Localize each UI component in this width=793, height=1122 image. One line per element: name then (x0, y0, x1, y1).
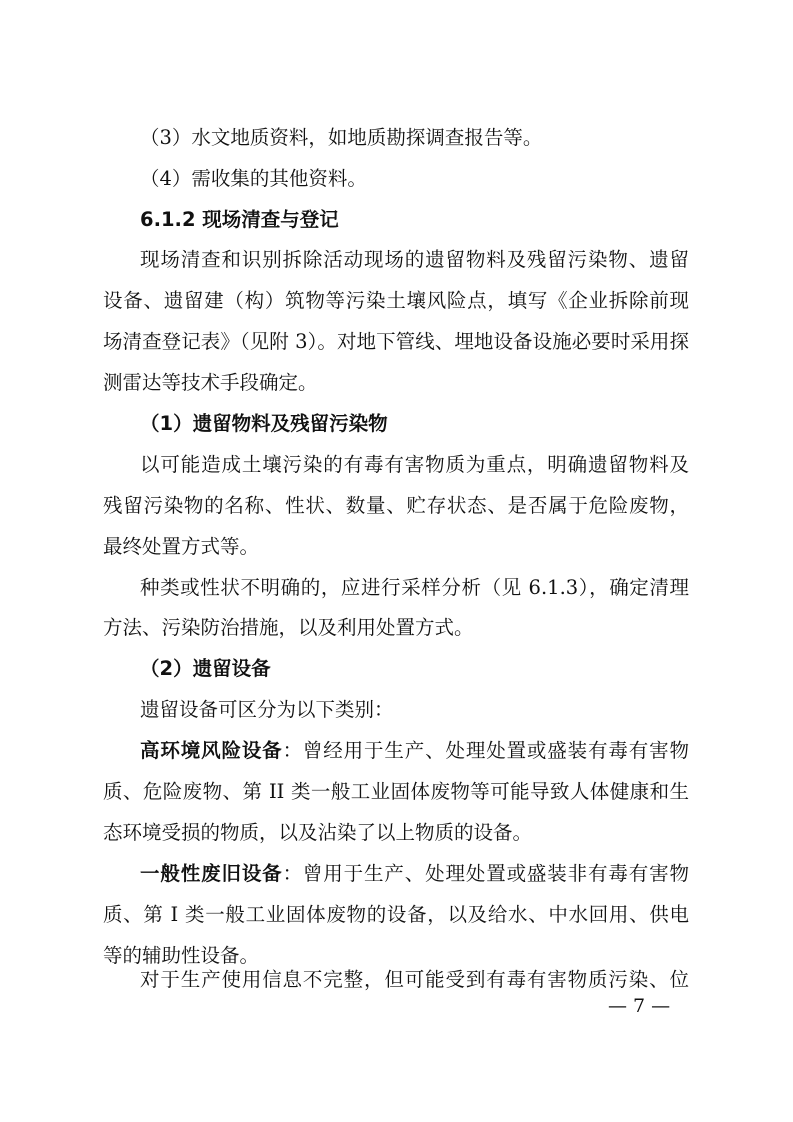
paragraph-line: 高环境风险设备：曾经用于生产、处理处置或盛装有毒有害物 (140, 739, 689, 762)
subheading-residual-equipment: （2）遗留设备 (140, 657, 271, 680)
paragraph-line: 一般性废旧设备：曾用于生产、处理处置或盛装非有毒有害物 (140, 862, 689, 885)
paragraph-line: 设备、遗留建（构）筑物等污染土壤风险点，填写《企业拆除前现 (103, 289, 689, 312)
paragraph-line: 以可能造成土壤污染的有毒有害物质为重点，明确遗留物料及 (140, 453, 689, 476)
paragraph-line: 态环境受损的物质，以及沾染了以上物质的设备。 (103, 821, 533, 844)
paragraph-line: 测雷达等技术手段确定。 (103, 371, 318, 394)
paragraph-line: 种类或性状不明确的，应进行采样分析（见 6.1.3），确定清理 (140, 576, 689, 599)
paragraph-other-info: （4）需收集的其他资料。 (140, 167, 367, 190)
paragraph-line: 残留污染物的名称、性状、数量、贮存状态、是否属于危险废物， (103, 494, 689, 517)
paragraph-equipment-categories: 遗留设备可区分为以下类别： (140, 698, 394, 721)
paragraph-line: 现场清查和识别拆除活动现场的遗留物料及残留污染物、遗留 (140, 248, 689, 271)
paragraph-line: 等的辅助性设备。 (103, 944, 260, 967)
term-high-risk-equipment: 高环境风险设备 (140, 739, 283, 762)
paragraph-line: 场清查登记表》（见附 3）。对地下管线、埋地设备设施必要时采用探 (103, 330, 689, 353)
paragraph-line: 质、第 I 类一般工业固体废物的设备，以及给水、中水回用、供电 (103, 903, 689, 926)
paragraph-line: 方法、污染防治措施，以及利用处置方式。 (103, 616, 474, 639)
section-heading-6-1-2: 6.1.2 现场清查与登记 (140, 208, 339, 231)
page-number: — 7 — (608, 995, 671, 1017)
term-general-waste-equipment: 一般性废旧设备 (140, 862, 283, 885)
paragraph-line: 最终处置方式等。 (103, 535, 260, 558)
subheading-residual-materials: （1）遗留物料及残留污染物 (140, 412, 388, 435)
paragraph-line: 对于生产使用信息不完整，但可能受到有毒有害物质污染、位 (140, 968, 689, 991)
paragraph-line: 质、危险废物、第 II 类一般工业固体废物等可能导致人体健康和生 (103, 780, 689, 803)
paragraph-hydro-geology: （3）水文地质资料，如地质勘探调查报告等。 (140, 126, 543, 149)
